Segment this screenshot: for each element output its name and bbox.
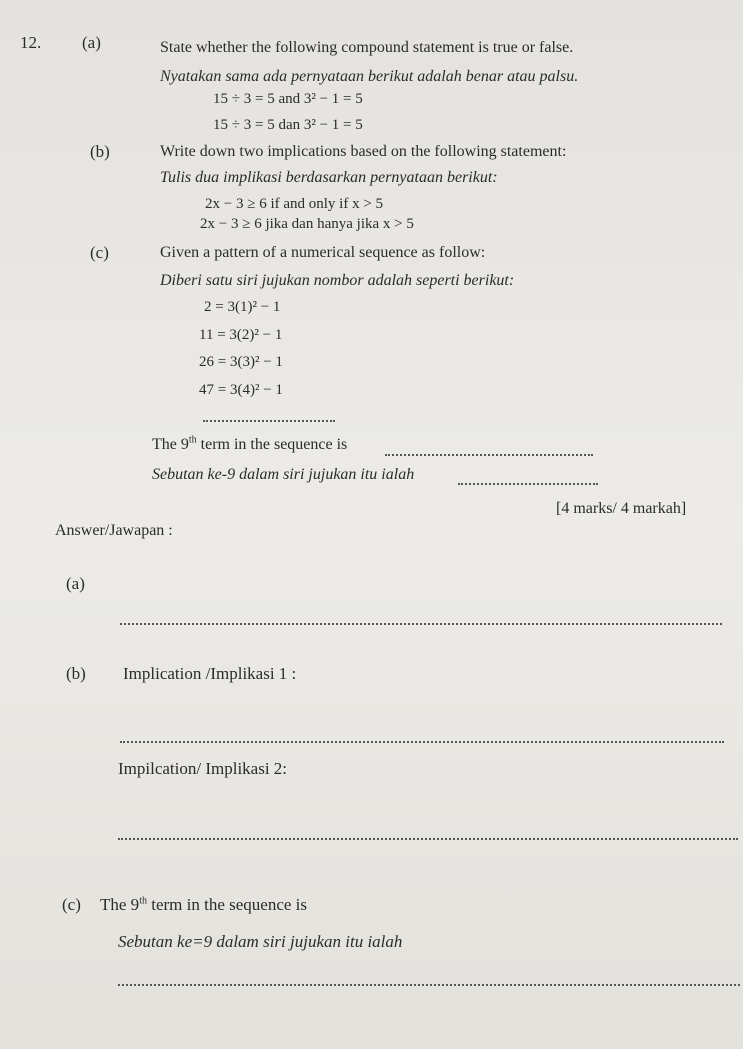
part-c-instruction: Given a pattern of a numerical sequence as follow: [160, 244, 486, 261]
part-a-label: (a) [82, 33, 101, 52]
part-a-statement: 15 ÷ 3 = 5 and 3² − 1 = 5 [213, 91, 363, 107]
ninth-term-blank [385, 454, 593, 456]
part-b-statement-ms: 2x − 3 ≥ 6 jika dan hanya jika x > 5 [200, 216, 414, 232]
answer-c-question: The 9th term in the sequence is [100, 895, 307, 914]
part-a-statement-ms: 15 ÷ 3 = 5 dan 3² − 1 = 5 [213, 117, 363, 133]
part-b-instruction: Write down two implications based on the following statement: [160, 143, 567, 160]
part-b-statement: 2x − 3 ≥ 6 if and only if x > 5 [205, 196, 384, 212]
sequence-line: 47 = 3(4)² − 1 [199, 382, 283, 398]
answer-c-line[interactable] [118, 984, 740, 986]
answer-b-label: (b) [66, 664, 86, 683]
answer-implication-1-line[interactable] [120, 741, 724, 743]
answer-a-line[interactable] [120, 623, 722, 625]
ninth-term-question: The 9th term in the sequence is [152, 434, 348, 453]
answer-implication-2-line[interactable] [118, 838, 738, 840]
answer-heading: Answer/Jawapan : [55, 522, 173, 539]
ninth-term-question-ms: Sebutan ke-9 dalam siri jujukan itu ialah [152, 466, 415, 483]
answer-c-question-ms: Sebutan ke=9 dalam siri jujukan itu ialah [118, 932, 403, 951]
marks-allocation: [4 marks/ 4 markah] [556, 500, 687, 517]
part-c-label: (c) [90, 243, 109, 262]
sequence-continuation-dots [203, 420, 335, 422]
part-b-instruction-ms: Tulis dua implikasi berdasarkan pernyataan berikut: [160, 169, 498, 186]
part-c-instruction-ms: Diberi satu siri jujukan nombor adalah seperti berikut: [160, 272, 515, 289]
answer-implication-2-label: Impilcation/ Implikasi 2: [118, 759, 288, 778]
part-a-instruction: State whether the following compound statement is true or false. [160, 39, 574, 56]
sequence-line: 26 = 3(3)² − 1 [199, 354, 283, 370]
sequence-line: 11 = 3(2)² − 1 [199, 327, 283, 343]
ninth-term-blank-ms [458, 483, 598, 485]
question-number: 12. [20, 33, 42, 52]
part-a-instruction-ms: Nyatakan sama ada pernyataan berikut adalah benar atau palsu. [160, 68, 579, 85]
part-b-label: (b) [90, 142, 110, 161]
answer-a-label: (a) [66, 574, 85, 593]
answer-implication-1-label: Implication /Implikasi 1 : [123, 664, 297, 683]
sequence-line: 2 = 3(1)² − 1 [204, 299, 281, 315]
answer-c-label: (c) [62, 895, 81, 914]
